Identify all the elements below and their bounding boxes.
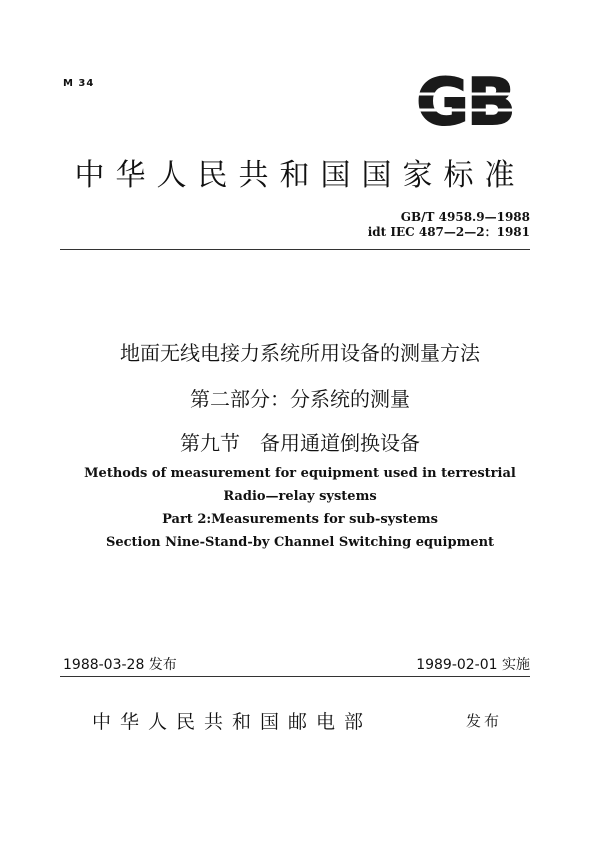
issue-date: 1988-03-28 发布 (63, 657, 177, 673)
chinese-title-part: 第二部分：分系统的测量 (190, 387, 410, 411)
top-divider (60, 249, 530, 250)
publish-label: 发布 (466, 712, 503, 730)
standard-number: GB/T 4958.9—1988 (400, 210, 530, 224)
implementation-date: 1989-02-01 实施 (416, 657, 530, 673)
english-title-line4: Section Nine-Stand-by Channel Switching equipment (105, 535, 495, 550)
national-standard-title: 中华人民共和国国家标准 (74, 158, 526, 193)
issuing-ministry: 中华人民共和国邮电部 (92, 711, 373, 733)
gb-logo (400, 72, 530, 132)
english-title-line2: Radio—relay systems (223, 489, 377, 504)
classification-code: M 34 (63, 78, 95, 89)
chinese-title-section: 第九节 备用通道倒换设备 (180, 431, 420, 455)
logo-text: GB (416, 72, 514, 132)
iec-equivalent: idt IEC 487—2—2：1981 (367, 225, 530, 239)
english-title-line1: Methods of measurement for equipment used in terrestrial (84, 466, 516, 481)
english-title-line3: Part 2:Measurements for sub-systems (162, 512, 438, 527)
chinese-title-main: 地面无线电接力系统所用设备的测量方法 (120, 341, 480, 365)
bottom-divider (60, 676, 530, 677)
standard-numbers (368, 210, 530, 240)
